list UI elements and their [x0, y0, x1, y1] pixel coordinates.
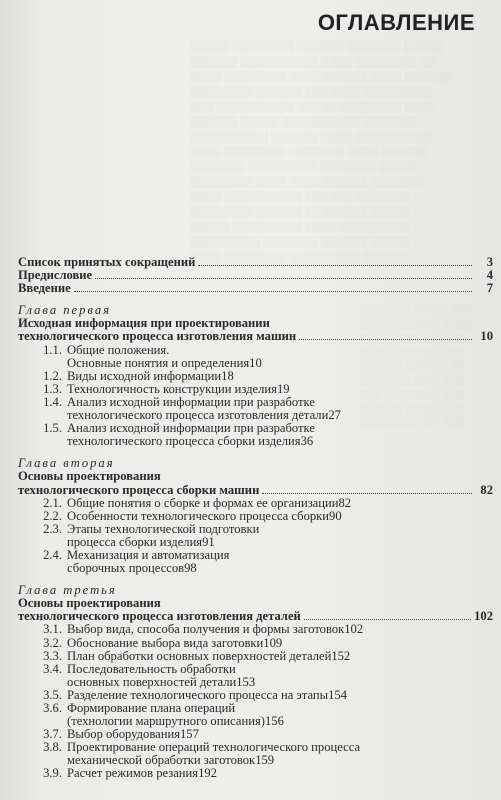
section-title-text: Механизация и автоматизация — [67, 547, 230, 562]
chapter-label: Глава вторая — [18, 456, 115, 471]
bleed-through-text-lower: ░░░░░░░ ░░░░░ ░░░ ░░░░ ░░░░░░░ ░░░░ ░░░░░░░░ ░░░░ ░░ ░░░░ ░░░░░░░ ░░░ ░░░░░░ ░░░░░░ ░░ ░░░░░░░ ░░░░ ░░░ ░░░ ░░░░░░░░ ░░░ ░░░░░░ ░░░░░ ░░░ ░░░░░░░░ ░░░ ░░░ — [360, 306, 472, 429]
section-number: 2.3. — [43, 521, 62, 536]
toc-page-number: 7 — [486, 281, 493, 296]
spacer — [18, 448, 493, 452]
section-title-line — [67, 663, 493, 676]
section-title-line — [67, 650, 493, 663]
toc-entry-label: Введение — [18, 281, 71, 296]
toc-section-entry[interactable] — [18, 741, 493, 767]
toc-entry-front-matter[interactable] — [18, 282, 493, 295]
section-title-text: технологического процесса изготовления детали — [67, 408, 329, 423]
section-title-text: Анализ исходной информации при разработке — [67, 421, 315, 436]
section-title-line — [67, 562, 493, 575]
toc-page-number: 192 — [198, 766, 217, 781]
section-title-line — [67, 523, 493, 536]
toc-section-entry[interactable] — [18, 523, 493, 549]
section-body — [67, 370, 493, 383]
section-title-text: Проектирование операций технологического процесса — [67, 740, 361, 755]
toc-section-entry[interactable] — [18, 650, 493, 663]
section-number: 1.5. — [43, 421, 62, 436]
leader-dots — [198, 265, 472, 266]
toc-page-number: 90 — [329, 508, 342, 523]
toc-page-number: 10 — [480, 329, 493, 344]
section-title-text: механической обработки заготовок — [67, 753, 256, 768]
section-body — [67, 523, 493, 549]
toc-page-number: 156 — [264, 714, 284, 729]
toc-page-number: 102 — [344, 622, 364, 637]
section-title-line — [67, 623, 493, 636]
chapter-title-text: технологического процесса изготовления машин — [18, 329, 297, 344]
section-body — [67, 510, 493, 523]
toc-section-entry[interactable] — [18, 510, 493, 523]
chapter-title-line[interactable] — [18, 330, 493, 343]
toc-section-entry[interactable] — [18, 396, 493, 422]
section-body — [67, 396, 493, 422]
section-number: 3.3. — [43, 648, 62, 663]
toc-page-number: 152 — [331, 648, 351, 663]
toc-entry-label: Предисловие — [18, 268, 93, 283]
toc-page-number: 109 — [263, 635, 283, 650]
toc-page-number: 18 — [221, 368, 234, 383]
toc-section-entry[interactable] — [18, 623, 493, 636]
toc-page-number: 82 — [480, 482, 493, 497]
toc-page-number: 98 — [184, 561, 197, 576]
section-body — [67, 637, 493, 650]
leader-dots — [299, 339, 472, 340]
toc-section-entry[interactable] — [18, 663, 493, 689]
section-body — [67, 422, 493, 448]
leader-dots — [262, 493, 472, 494]
section-number: 3.4. — [43, 661, 62, 676]
section-number: 3.2. — [43, 635, 62, 650]
section-body — [67, 767, 493, 780]
toc-entry-front-matter[interactable] — [18, 269, 493, 282]
section-number: 2.4. — [43, 547, 62, 562]
spacer — [18, 575, 493, 579]
toc-page-number: 10 — [249, 355, 262, 370]
toc-section-entry[interactable] — [18, 767, 493, 780]
toc-page-number: 91 — [202, 534, 215, 549]
section-title-line — [67, 497, 493, 510]
section-title-text: Обоснование выбора вида заготовки — [67, 635, 264, 650]
section-number: 3.9. — [43, 766, 62, 781]
section-title-text: сборочных процессов — [67, 561, 185, 576]
section-number: 2.2. — [43, 508, 62, 523]
toc-page-number: 3 — [486, 255, 493, 269]
section-number: 2.1. — [43, 495, 62, 510]
toc-page-number: 36 — [300, 434, 314, 449]
section-title-text: Основные понятия и определения — [67, 355, 250, 370]
toc-page-number: 154 — [328, 687, 348, 702]
section-title-text: процесса сборки изделия — [67, 534, 203, 549]
page-title: ОГЛАВЛЕНИЕ — [317, 10, 475, 35]
section-number: 1.4. — [43, 394, 62, 409]
section-number: 3.1. — [43, 622, 62, 637]
bleed-through-text: ░░░░░ ░░░░░░░░ ░░░░░░ ░░░░░░░ ░░░░░ ░░░░░░ ░░░░░░░░░░ ░░░░ ░░░░░░░░ ░░ ░░░░ ░░░░░░░░ ░░░░░░░░░░ ░░░░ ░░░░░░ ░░░░░░░░ ░░░░░░ ░░░░░░░ ░░░░░░░░░ ░░░ ░░░░░░░░░░ ░░░░░ ░░░░░░░░ ░░░░ ░░░░░░ ░░░░░ ░░░░░░░░░░ ░░░░░░░ ░░░░░░░░░░ ░░░░░░ ░░░░ ░░░░░░░░░░ ░░░░ ░░░░░░░░ ░░░░░░░ ░░░░ ░░░░░░ ░░░░░░░ ░░░░░░░░░ ░░░░░░░ ░░░░░ ░░░░░░░░ ░░░░ ░░░░░░░░░░ ░░░░░░░ ░░░░ ░░░░░░░░░░ ░░░░░░ ░░░░░░░ ░░░░░░░░ ░░░░░░ ░░░░░░░░ ░░░░░ ░░░░░ ░░░░░░░░░ ░░░░ ░░░░░░░░░ ░░░░░░░░░ ░░░░░░░ ░░░░░░ ░░░░░ ░░░░ ░░░░░░░░ ░░░░░░░░░ ░░░░░░ — [190, 41, 451, 263]
chapter-title-text: технологического процесса изготовления деталей — [18, 609, 301, 624]
section-body — [67, 663, 493, 689]
section-number: 1.1. — [43, 342, 62, 357]
toc-section-entry[interactable] — [18, 422, 493, 448]
toc-page-number: 102 — [474, 609, 493, 624]
section-title-line — [67, 344, 493, 357]
toc-section-entry[interactable] — [18, 549, 493, 575]
section-number: 1.3. — [43, 381, 62, 396]
section-title-text: Общие понятия о сборке и формах ее организации — [67, 495, 339, 510]
leader-dots — [304, 619, 471, 620]
section-title-text: Разделение технологического процесса на этапы — [67, 687, 329, 702]
toc-page-number: 157 — [180, 727, 199, 742]
toc-entry-label: Список принятых сокращений — [18, 255, 196, 269]
section-body — [67, 623, 493, 636]
chapter-title-text: Основы проектирования — [18, 596, 161, 611]
toc-page-number: 4 — [486, 268, 493, 283]
table-of-contents — [18, 256, 493, 781]
section-title-line — [67, 370, 493, 383]
section-title-text: Общие положения. — [67, 342, 170, 357]
section-title-line — [67, 767, 493, 780]
leader-dots — [95, 278, 472, 279]
section-number: 3.6. — [43, 701, 62, 715]
toc-page-number: 153 — [236, 674, 256, 689]
section-title-line — [67, 637, 493, 650]
section-title-text: План обработки основных поверхностей деталей — [67, 648, 332, 663]
section-title-text: Выбор вида, способа получения и формы заготовок — [67, 622, 345, 637]
section-title-text: Этапы технологической подготовки — [67, 521, 260, 536]
section-title-line — [67, 383, 493, 396]
section-title-text: Анализ исходной информации при разработке — [67, 394, 315, 409]
spacer — [18, 295, 493, 299]
section-title-text: Расчет режимов резания — [67, 766, 199, 781]
section-number: 3.7. — [43, 727, 62, 742]
section-body — [67, 344, 493, 370]
section-title-text: Особенности технологического процесса сборки — [67, 508, 330, 523]
toc-section-entry[interactable] — [18, 383, 493, 396]
chapter-title-text: Исходная информация при проектировании — [18, 316, 270, 331]
toc-page-number: 27 — [328, 408, 341, 423]
section-body — [67, 497, 493, 510]
section-title-line — [67, 435, 493, 448]
chapter-title-line — [18, 470, 493, 483]
toc-section-entry[interactable] — [18, 702, 493, 728]
section-body — [67, 702, 493, 728]
section-title-line — [67, 357, 493, 370]
toc-page-number: 19 — [276, 381, 290, 396]
section-title-line — [67, 510, 493, 523]
section-title-text: (технологии маршрутного описания) — [67, 714, 265, 729]
section-title-text: Выбор оборудования — [67, 727, 180, 742]
section-number: 3.8. — [43, 740, 62, 755]
section-title-text: Технологичность конструкции изделия — [67, 381, 277, 396]
toc-section-entry[interactable] — [18, 344, 493, 370]
toc-page-number: 159 — [255, 753, 275, 768]
section-title-text: основных поверхностей детали — [67, 674, 237, 689]
section-number: 1.2. — [43, 368, 62, 383]
chapter-title-text: технологического процесса сборки машин — [18, 482, 260, 497]
section-body — [67, 741, 493, 767]
section-title-line — [67, 676, 493, 689]
toc-section-entry[interactable] — [18, 497, 493, 510]
section-body — [67, 549, 493, 575]
section-title-text: Формирование плана операций — [67, 701, 236, 715]
section-body — [67, 650, 493, 663]
section-title-text: Виды исходной информации — [67, 368, 222, 383]
section-number: 3.5. — [43, 687, 62, 702]
section-title-text: технологического процесса сборки изделия — [67, 434, 301, 449]
leader-dots — [74, 291, 472, 292]
section-body — [67, 383, 493, 396]
chapter-label: Глава третья — [18, 583, 117, 598]
section-title-text: Последовательность обработки — [67, 661, 236, 676]
toc-page-number: 82 — [338, 495, 352, 510]
toc-section-entry[interactable] — [18, 637, 493, 650]
chapter-title-line[interactable] — [18, 484, 493, 497]
toc-section-entry[interactable] — [18, 370, 493, 383]
chapter-title-text: Основы проектирования — [18, 469, 161, 484]
section-title-line — [67, 536, 493, 549]
chapter-label: Глава первая — [18, 303, 111, 318]
